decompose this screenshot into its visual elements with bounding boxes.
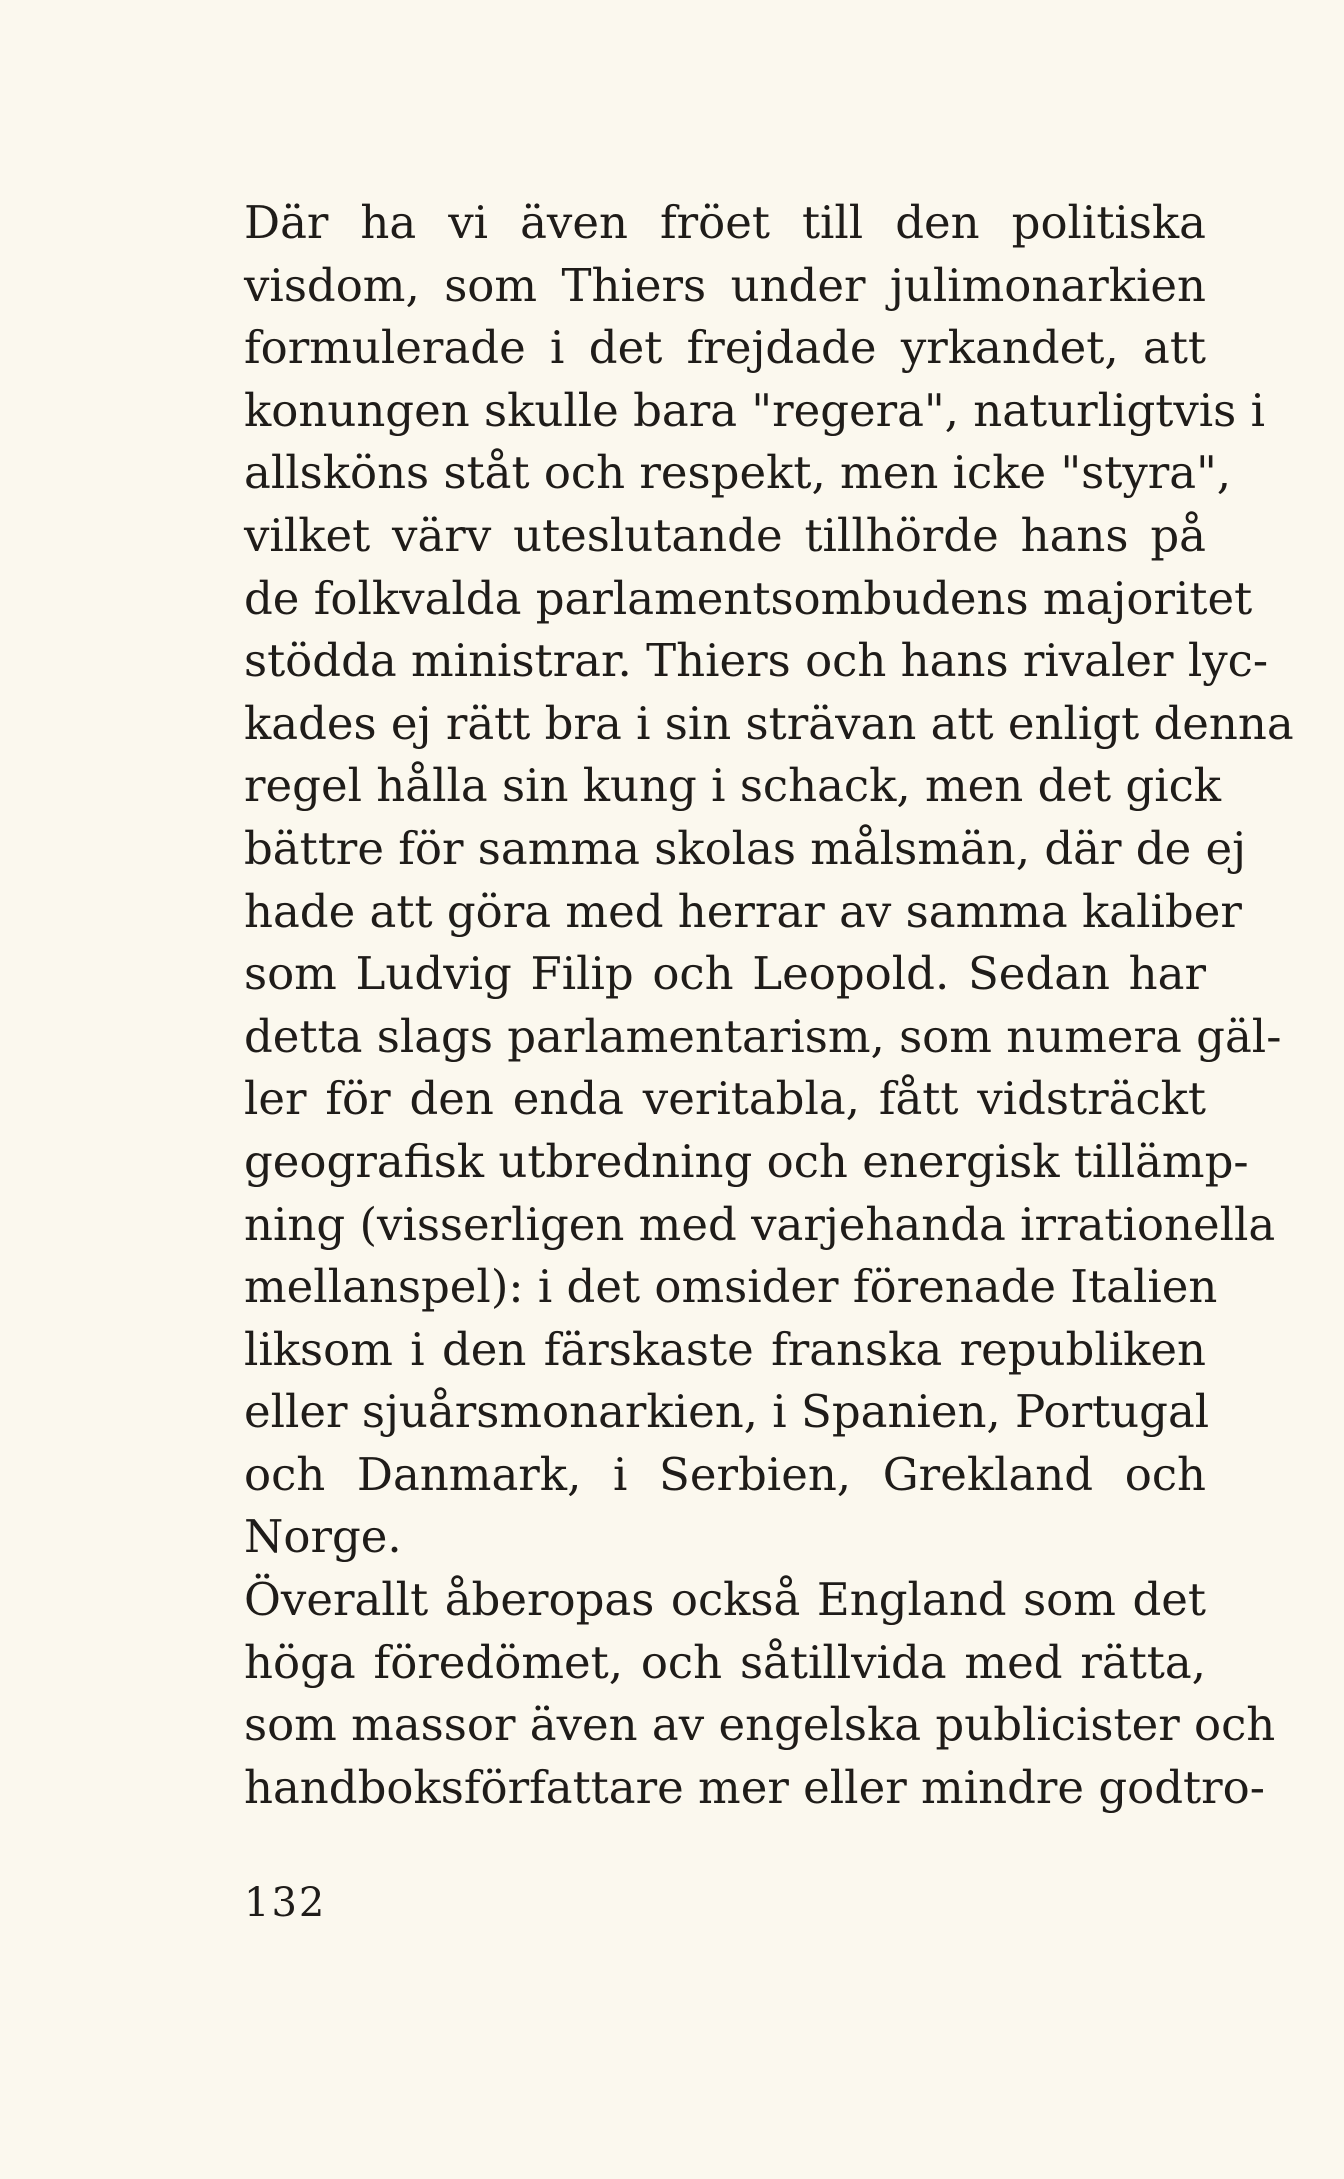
text-line: stödda ministrar. Thiers och hans rivaler lyc- — [244, 634, 1269, 688]
body-text — [244, 192, 1294, 1819]
text-line: hade att göra med herrar av samma kaliber — [244, 884, 1242, 938]
text-line: ning (visserligen med varjehanda irrationella — [244, 1197, 1276, 1251]
text-line: liksom i den färskaste franska republiken — [244, 1322, 1206, 1376]
paragraph-2 — [244, 1569, 1276, 1819]
text-line: eller sjuårsmonarkien, i Spanien, Portugal — [244, 1385, 1210, 1439]
text-line: Norge. — [244, 1510, 402, 1564]
text-line: bättre för samma skolas målsmän, där de ej — [244, 821, 1247, 875]
text-line: som massor även av engelska publicister och — [244, 1698, 1276, 1752]
text-line: mellanspel): i det omsider förenade Italien — [244, 1260, 1218, 1314]
text-line: som Ludvig Filip och Leopold. Sedan har — [244, 947, 1206, 1001]
text-line: Där ha vi även fröet till den politiska — [244, 196, 1206, 249]
text-line: höga föredömet, och såtillvida med rätta, — [244, 1635, 1206, 1689]
text-line: vilket värv uteslutande tillhörde hans på — [244, 508, 1206, 562]
text-line: formulerade i det frejdade yrkandet, att — [244, 321, 1206, 375]
text-line: de folkvalda parlamentsombudens majoritet — [244, 571, 1253, 625]
text-line: geografisk utbredning och energisk tillämp- — [244, 1134, 1249, 1188]
text-line: regel hålla sin kung i schack, men det gick — [244, 759, 1222, 813]
paragraph-1 — [244, 192, 1294, 1569]
text-line: ler för den enda veritabla, fått vidsträckt — [244, 1072, 1206, 1126]
text-line: visdom, som Thiers under julimonarkien — [244, 258, 1206, 312]
text-line: kades ej rätt bra i sin strävan att enligt denna — [244, 696, 1294, 750]
page-number: 132 — [244, 1880, 327, 1926]
text-line: allsköns ståt och respekt, men icke "styra", — [244, 446, 1232, 500]
text-line: och Danmark, i Serbien, Grekland och — [244, 1447, 1206, 1501]
text-line: handboksförfattare mer eller mindre godtro- — [244, 1760, 1265, 1814]
text-line: Överallt åberopas också England som det — [244, 1573, 1206, 1627]
text-line: konungen skulle bara "regera", naturligtvis i — [244, 383, 1265, 437]
text-line: detta slags parlamentarism, som numera gäl- — [244, 1009, 1282, 1063]
